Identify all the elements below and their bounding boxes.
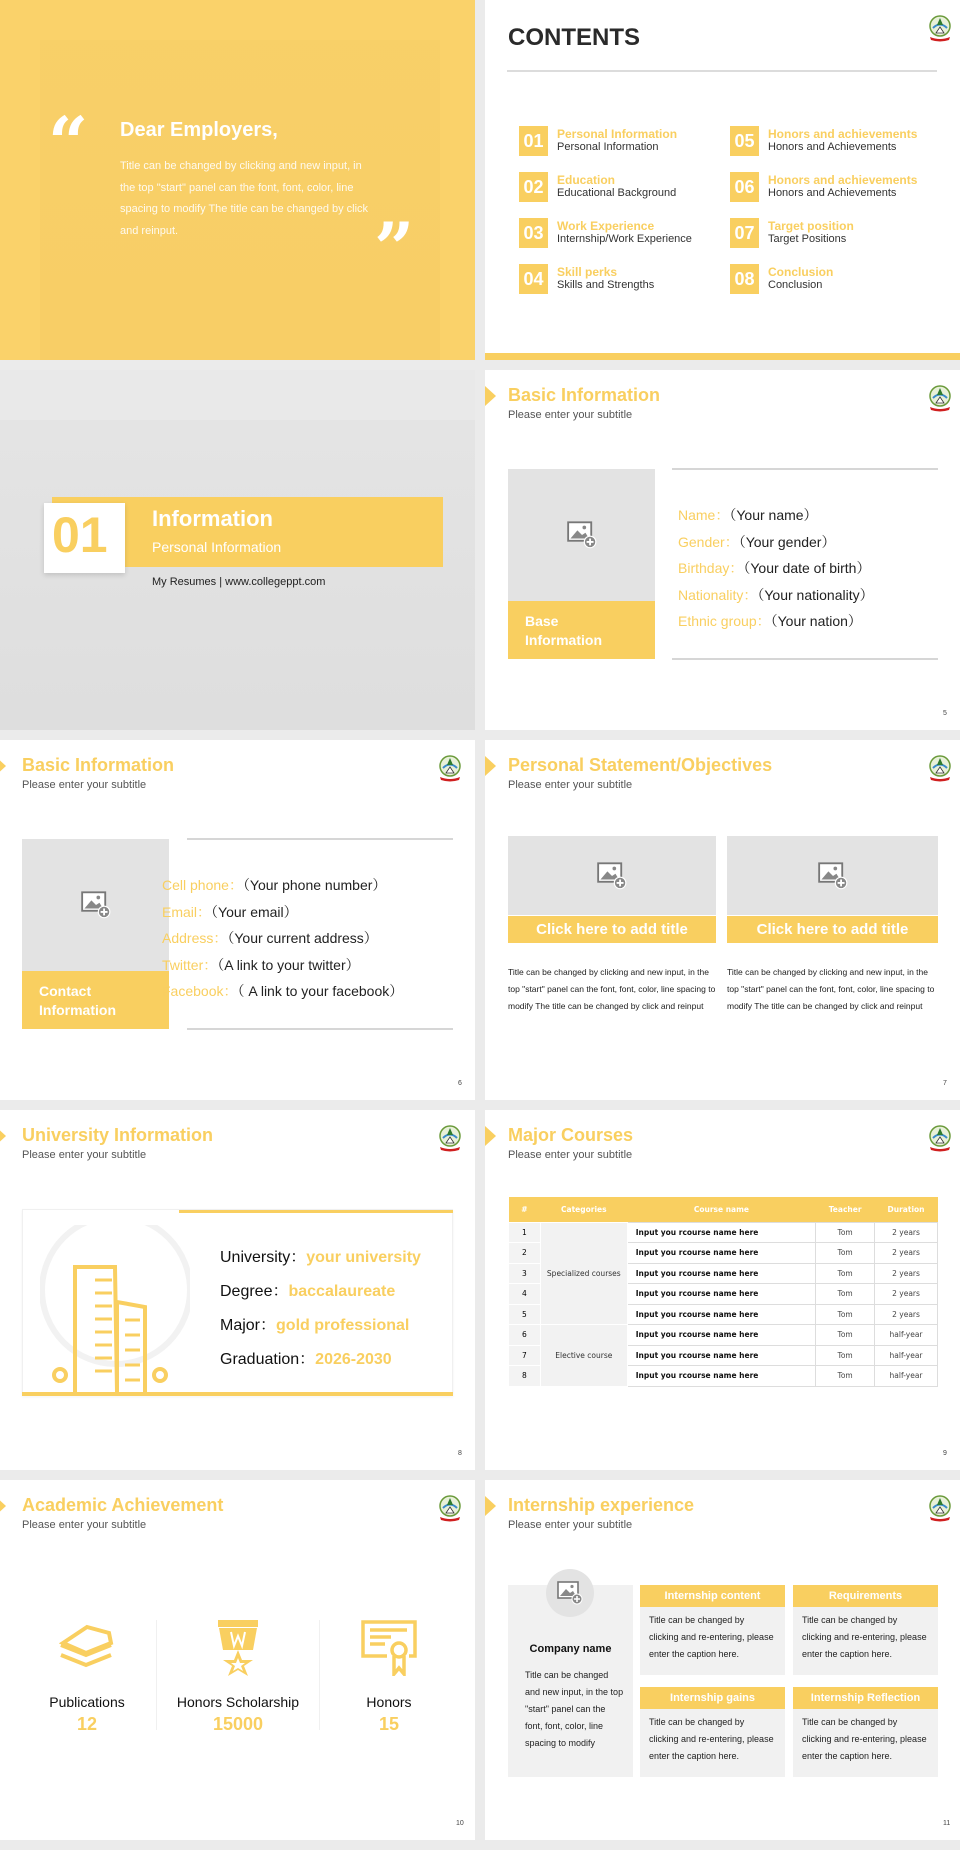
slide-body[interactable]: Title can be changed by clicking and new input, in the top "start" panel can the font, font, color, line spacing to modify The title can be changed by click and reinput. [120, 160, 369, 237]
add-image-icon[interactable] [557, 1581, 583, 1605]
table-cell-duration[interactable]: 2 years [875, 1304, 938, 1325]
university-field[interactable] [220, 1312, 409, 1335]
field-value[interactable]: （Your nation） [770, 613, 862, 629]
close-quote-icon: ” [374, 207, 415, 290]
toc-title[interactable]: Skill perks [557, 265, 618, 279]
company-name[interactable]: Company name [529, 1643, 612, 1655]
field-value[interactable]: （Your nationality） [757, 586, 874, 603]
slide-subtitle[interactable]: Please enter your subtitle [22, 1149, 147, 1161]
table-header: Teacher [816, 1197, 875, 1222]
title-arrow-icon [485, 756, 496, 776]
toc-subtitle: Honors and Achievements [768, 187, 897, 199]
toc-subtitle: Target Positions [768, 233, 847, 245]
photo-placeholder[interactable] [22, 839, 169, 971]
toc-title[interactable]: Conclusion [768, 265, 834, 279]
table-cell-number: 8 [509, 1366, 541, 1387]
field-label: Nationality： [678, 586, 758, 603]
toc-title[interactable]: Education [557, 173, 616, 187]
divider [507, 70, 937, 72]
toc-title[interactable]: Personal Information [557, 127, 678, 141]
achievement-label[interactable]: Honors [366, 1694, 412, 1710]
box-title[interactable]: Requirements [793, 1585, 938, 1607]
toc-subtitle: Educational Background [557, 187, 677, 199]
medal-icon [217, 1620, 259, 1676]
table-cell-duration[interactable]: half-year [875, 1345, 938, 1366]
field-value[interactable]: （Your email） [211, 903, 298, 920]
open-quote-icon: “ [48, 101, 89, 184]
table-header: # [509, 1197, 541, 1222]
info-field[interactable] [162, 981, 403, 1001]
page-number: 7 [943, 1080, 947, 1087]
achievement-value[interactable]: 12 [76, 1714, 98, 1734]
university-logo-icon [928, 15, 952, 43]
field-label: Facebook： [162, 983, 238, 999]
university-logo-icon [928, 385, 952, 413]
page-number: 5 [943, 710, 947, 717]
table-cell-teacher[interactable]: Tom [816, 1222, 875, 1243]
page-number: 6 [458, 1080, 462, 1087]
section-number: 01 [52, 507, 108, 563]
building-icon [40, 1225, 190, 1393]
university-logo-icon [928, 755, 952, 783]
add-image-icon[interactable] [818, 862, 848, 890]
slide-title[interactable]: Major Courses [508, 1125, 634, 1145]
box-title[interactable]: Internship gains [640, 1687, 785, 1709]
table-cell-course-name[interactable]: Input you rcourse name here [627, 1325, 815, 1346]
table-header: Categories [540, 1197, 627, 1222]
box-label-panel [22, 971, 169, 1029]
info-field[interactable] [678, 585, 874, 605]
table-header-row [509, 1197, 938, 1222]
table-header: Duration [875, 1197, 938, 1222]
slide-title[interactable]: Personal Statement/Objectives [508, 755, 773, 775]
image-placeholder[interactable] [508, 836, 716, 915]
table-cell-course-name[interactable]: Input you rcourse name here [627, 1304, 815, 1325]
box-body[interactable]: Title can be changed by clicking and re-entering, please enter the caption here. [649, 1717, 774, 1761]
table-cell-number: 7 [509, 1345, 541, 1366]
box-body[interactable]: Title can be changed by clicking and re-entering, please enter the caption here. [802, 1615, 927, 1659]
toc-number-box: 04 [519, 264, 548, 294]
divider [187, 1028, 453, 1030]
box-title[interactable]: Internship Reflection [793, 1687, 938, 1709]
field-label: Gender： [678, 533, 739, 550]
info-field[interactable] [678, 505, 818, 525]
field-label: Name： [678, 507, 730, 523]
books-icon [59, 1623, 115, 1671]
university-logo-icon [438, 1495, 462, 1523]
internship-box [793, 1585, 938, 1675]
university-logo-icon [438, 755, 462, 783]
university-logo-icon [928, 1495, 952, 1523]
table-cell-duration[interactable]: half-year [875, 1325, 938, 1346]
add-image-icon[interactable] [597, 862, 627, 890]
box-label[interactable]: Contact Information [39, 983, 116, 1018]
toc-number-box: 08 [730, 264, 759, 294]
table-cell-category: Specialized courses [540, 1222, 627, 1325]
table-cell-number: 6 [509, 1325, 541, 1346]
toc-number-box: 01 [519, 126, 548, 156]
info-field[interactable] [678, 558, 870, 578]
field-label: Twitter： [162, 956, 218, 973]
divider [672, 468, 938, 470]
section-footer[interactable]: My Resumes | www.collegeppt.com [152, 576, 326, 588]
slide-academic-achievement[interactable] [0, 1480, 475, 1840]
table-header: Course name [627, 1197, 815, 1222]
table-cell-duration[interactable]: 2 years [875, 1222, 938, 1243]
table-cell-course-name[interactable]: Input you rcourse name here [627, 1222, 815, 1243]
toc-number-box: 06 [730, 172, 759, 202]
field-value[interactable]: （ A link to your facebook） [237, 983, 404, 999]
table-cell-course-name[interactable]: Input you rcourse name here [627, 1366, 815, 1387]
table-cell-course-name[interactable]: Input you rcourse name here [627, 1345, 815, 1366]
table-cell-duration[interactable]: 2 years [875, 1284, 938, 1305]
box-label[interactable]: Base Information [525, 613, 602, 648]
table-cell-number: 5 [509, 1304, 541, 1325]
slide-internship-experience[interactable] [485, 1480, 960, 1840]
page-number: 11 [943, 1820, 951, 1827]
title-arrow-icon [485, 1496, 496, 1516]
title-arrow-icon [0, 1496, 6, 1516]
box-body[interactable]: Title can be changed by clicking and re-entering, please enter the caption here. [802, 1717, 927, 1761]
table-cell-duration[interactable]: half-year [875, 1366, 938, 1387]
table-cell-number: 4 [509, 1284, 541, 1305]
toc-number-box: 07 [730, 218, 759, 248]
toc-subtitle: Honors and Achievements [768, 141, 897, 153]
table-cell-course-name[interactable]: Input you rcourse name here [627, 1284, 815, 1305]
field-value[interactable]: 2026-2030 [315, 1351, 392, 1368]
slide-title[interactable]: Dear Employers, [120, 119, 278, 141]
add-image-icon[interactable] [567, 521, 597, 549]
field-value[interactable]: （Your current address） [227, 930, 378, 946]
divider [187, 838, 453, 840]
field-value[interactable]: gold professional [276, 1317, 410, 1334]
university-field[interactable] [220, 1346, 392, 1369]
toc-title[interactable]: Honors and achievements [768, 127, 918, 141]
card-title-button[interactable]: Click here to add title [727, 916, 938, 943]
info-field[interactable] [678, 611, 862, 631]
field-value[interactable]: your university [306, 1249, 421, 1266]
field-label: University： [220, 1249, 307, 1266]
image-placeholder[interactable] [727, 836, 938, 915]
divider [672, 658, 938, 660]
achievement-value[interactable]: 15000 [212, 1714, 264, 1734]
table-cell-number: 1 [509, 1222, 541, 1243]
field-value[interactable]: （Your date of birth） [743, 560, 871, 576]
certificate-icon [361, 1620, 417, 1676]
field-label: Ethnic group： [678, 613, 771, 629]
achievement-label[interactable]: Publications [49, 1694, 125, 1710]
table-cell-course-name[interactable]: Input you rcourse name here [627, 1243, 815, 1264]
table-cell-teacher[interactable]: Tom [816, 1345, 875, 1366]
toc-subtitle: Internship/Work Experience [557, 233, 692, 245]
card-body[interactable]: Title can be changed by clicking and new input, in the top "start" panel can the font, font, color, line spacing to modify The title can be changed by click and reinput [727, 967, 935, 1011]
toc-number-box: 05 [730, 126, 759, 156]
toc-number-box: 03 [519, 218, 548, 248]
internship-box [640, 1585, 785, 1675]
table-cell-duration[interactable]: 2 years [875, 1263, 938, 1284]
info-field[interactable] [162, 955, 360, 975]
slide-subtitle[interactable]: Please enter your subtitle [508, 779, 633, 791]
slide-title[interactable]: University Information [22, 1125, 214, 1145]
field-label: Degree： [220, 1283, 289, 1300]
field-value[interactable]: baccalaureate [288, 1283, 396, 1300]
toc-title[interactable]: Work Experience [557, 219, 655, 233]
table-cell-number: 3 [509, 1263, 541, 1284]
slide-major-courses[interactable] [485, 1110, 960, 1470]
add-image-icon[interactable] [81, 891, 111, 919]
card-body[interactable]: Title can be changed by clicking and new input, in the top "start" panel can the font, font, color, line spacing to modify The title can be changed by click and reinput [508, 967, 716, 1011]
info-field[interactable] [678, 532, 835, 552]
table-row [509, 1222, 938, 1243]
slide-contents[interactable] [485, 0, 960, 360]
table-cell-category: Elective course [540, 1325, 627, 1387]
slide-subtitle[interactable]: Please enter your subtitle [508, 1149, 633, 1161]
field-label: Graduation： [220, 1351, 316, 1368]
slide-title[interactable]: Basic Information [22, 755, 175, 775]
company-description[interactable]: Title can be changed and new input, in the top "start" panel can the font, font, color, line spacing to modify [525, 1670, 624, 1748]
card-title-button[interactable]: Click here to add title [508, 916, 716, 943]
internship-box [640, 1687, 785, 1777]
section-title[interactable]: Information [152, 506, 273, 531]
info-field[interactable] [162, 928, 378, 948]
toc-title[interactable]: Target position [768, 219, 854, 233]
field-label: Birthday： [678, 560, 744, 576]
slide-subtitle[interactable]: Please enter your subtitle [22, 1519, 147, 1531]
achievement-value[interactable]: 15 [378, 1714, 400, 1734]
slide-basic-information[interactable] [485, 370, 960, 730]
contents-title[interactable]: CONTENTS [508, 24, 640, 51]
table-cell-teacher[interactable]: Tom [816, 1325, 875, 1346]
university-field[interactable] [220, 1244, 421, 1267]
slide-subtitle[interactable]: Please enter your subtitle [508, 1519, 633, 1531]
courses-table [508, 1197, 938, 1387]
field-label: Address： [162, 930, 228, 946]
slide-personal-statement[interactable] [485, 740, 960, 1100]
table-row [509, 1325, 938, 1346]
slide-title[interactable]: Academic Achievement [22, 1495, 224, 1515]
box-body[interactable]: Title can be changed by clicking and re-entering, please enter the caption here. [649, 1615, 774, 1659]
field-label: Cell phone： [162, 877, 243, 893]
field-label: Email： [162, 903, 212, 920]
toc-number-box: 02 [519, 172, 548, 202]
table-cell-teacher[interactable]: Tom [816, 1263, 875, 1284]
slide-title[interactable]: Internship experience [508, 1495, 695, 1515]
photo-placeholder[interactable] [508, 469, 655, 601]
bottom-accent-bar [485, 353, 960, 360]
title-arrow-icon [485, 1126, 496, 1146]
field-value[interactable]: （Your phone number） [242, 877, 387, 893]
toc-subtitle: Personal Information [557, 141, 659, 153]
university-logo-icon [928, 1125, 952, 1153]
table-cell-course-name[interactable]: Input you rcourse name here [627, 1263, 815, 1284]
toc-subtitle: Conclusion [768, 279, 823, 291]
achievement-label[interactable]: Honors Scholarship [176, 1694, 300, 1710]
field-value[interactable]: （Your name） [729, 507, 818, 523]
building-background-image [0, 420, 475, 730]
page-number: 9 [943, 1450, 947, 1457]
field-value[interactable]: （A link to your twitter） [217, 956, 360, 973]
table-cell-teacher[interactable]: Tom [816, 1284, 875, 1305]
slide-subtitle[interactable]: Please enter your subtitle [508, 409, 633, 421]
slide-section-divider[interactable] [0, 370, 475, 730]
university-logo-icon [438, 1125, 462, 1153]
info-field[interactable] [162, 902, 298, 922]
toc-subtitle: Skills and Strengths [557, 279, 655, 291]
box-title[interactable]: Internship content [640, 1585, 785, 1607]
title-arrow-icon [485, 386, 496, 406]
table-cell-teacher[interactable]: Tom [816, 1366, 875, 1387]
title-arrow-icon [0, 1126, 6, 1146]
box-label-panel [508, 601, 655, 659]
card-top-accent [179, 1210, 453, 1213]
table-cell-number: 2 [509, 1243, 541, 1264]
title-arrow-icon [0, 756, 6, 776]
slide-university-information[interactable] [0, 1110, 475, 1470]
toc-title[interactable]: Honors and achievements [768, 173, 918, 187]
slide-title[interactable]: Basic Information [508, 385, 661, 405]
table-cell-teacher[interactable]: Tom [816, 1304, 875, 1325]
slide-dear-employers[interactable] [0, 0, 475, 360]
page-number: 8 [458, 1450, 462, 1457]
page-number: 10 [456, 1820, 464, 1827]
table-cell-teacher[interactable]: Tom [816, 1243, 875, 1264]
company-logo-placeholder[interactable] [546, 1569, 594, 1617]
section-subtitle[interactable]: Personal Information [152, 539, 282, 555]
slide-contact-information[interactable] [0, 740, 475, 1100]
info-field[interactable] [162, 875, 386, 895]
field-value[interactable]: （Your gender） [738, 533, 836, 550]
university-field[interactable] [220, 1278, 395, 1301]
table-cell-duration[interactable]: 2 years [875, 1243, 938, 1264]
slide-subtitle[interactable]: Please enter your subtitle [22, 779, 147, 791]
field-label: Major： [220, 1317, 277, 1334]
internship-box [793, 1687, 938, 1777]
